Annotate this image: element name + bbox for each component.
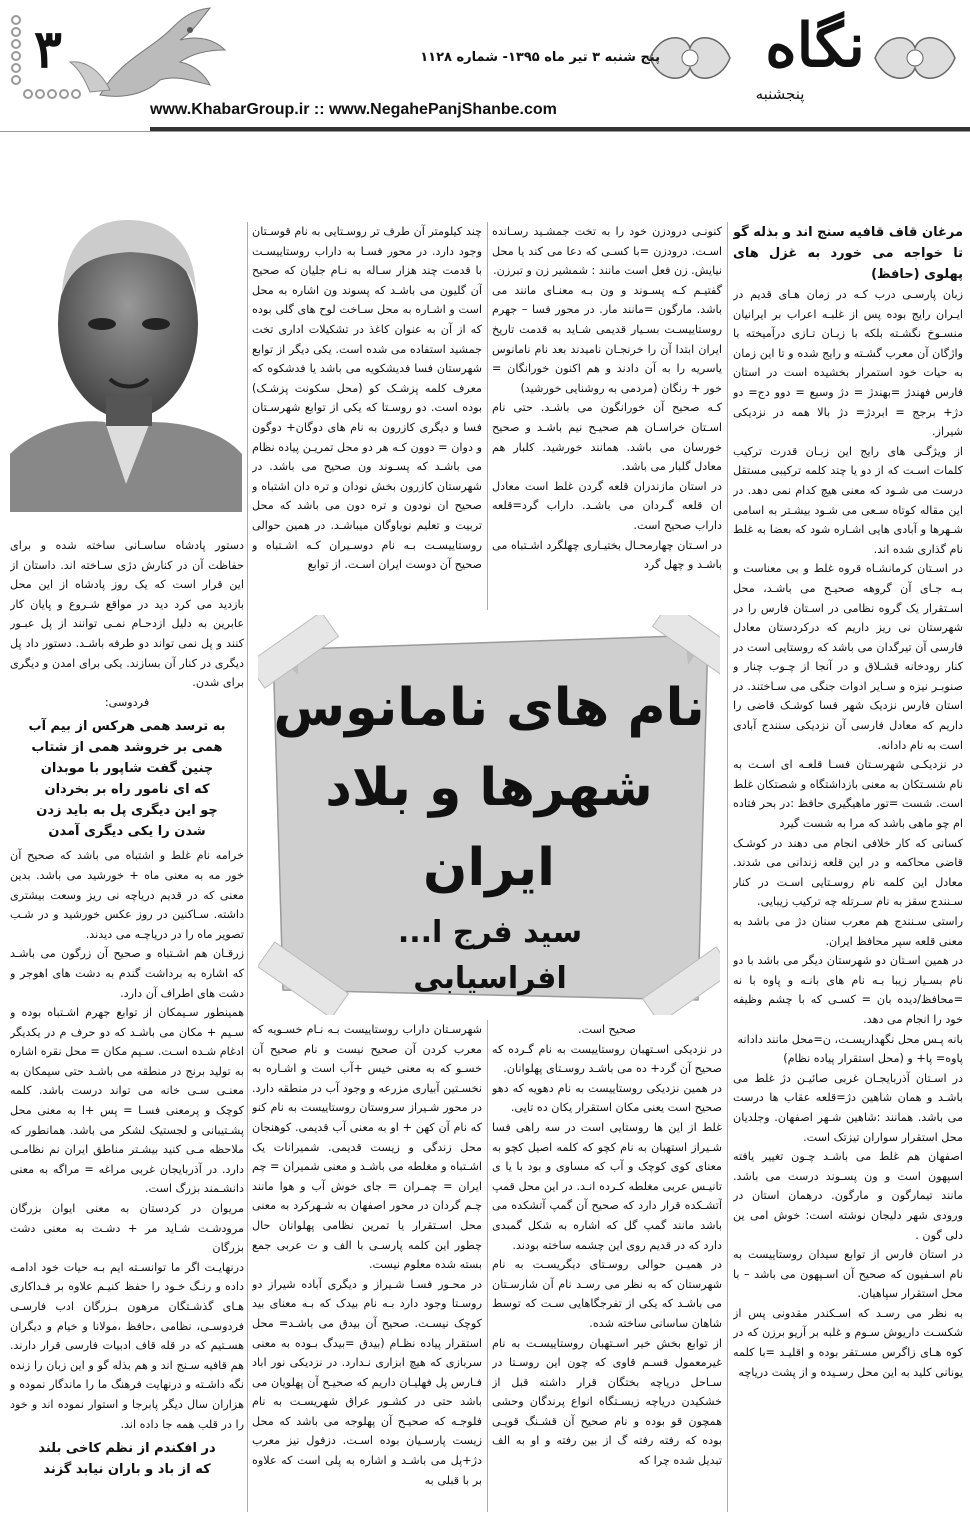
article-author: سید فرج ا... افراسیابی	[397, 915, 583, 996]
masthead	[0, 0, 970, 140]
column-heading: مرغان قاف قافیه سنج اند و بذله گو تا خواجه می خورد به غزل های پهلوی (حافظ)	[733, 225, 963, 282]
paragraph: غلط از این ها روستایی است در سه راهی فسا شـیراز استهبان به نام کچو که کلمه اصیل کچو به معنای کوی کوچک و آب که مساوی و بود با یا ی تانیـس عربی مغلطه کـرده انـد. در این محل قمپ آتشـکده قرار دارد که صحیح آن گمپ آتشکده می باشد مانند گمپ گل که اشاره به شکل گمبدی دارد که در قدیم روی این چشمه ساخته بودند.	[492, 1120, 722, 1252]
paragraph: پاوه= پا+ و (محل استقرار پیاده نظام)	[783, 1052, 963, 1066]
paragraph: کسانی که کار خلافی انجام می دهند در کوشـک قاضی محاکمه و در این قلعه زندانی می شدند. معادل این کلمه نام روسـتایی اسـت در کنار سـنندج سقز به نام سـرتله چه ترکیب زیبایی.	[733, 836, 963, 909]
poem-verse: در افکندم از نظم کاخی بلند	[38, 1441, 216, 1457]
issue-date: پنج شنبه ۳ تیر ماه ۱۳۹۵- شماره ۱۱۲۸	[420, 50, 660, 65]
article-title	[258, 668, 720, 908]
article-column-3-top	[252, 222, 482, 610]
website-links: www.KhabarGroup.ir :: www.NegahePanjShanbe.com	[150, 101, 557, 118]
ornament-icon	[870, 28, 965, 88]
paragraph: در محـور فسـا شـیراز و دیگری آباده شیراز دو روسـتا وجود دارد بـه نام بیدک که بـه معنای بید کوچک نیسـت. صحیح آن بیدق می باشـد= محل استقرار پیاده نظـام (بیدق =بیدگ بـوده به معنی سربازی که هیچ ابزاری نـدارد. در نزدیکی نور اباد فـارس پل فهلیـان داریم که صحیـح آن پهلویان می باشد حتی در کشـور عراق شهریسـت به نام فلوجـه که صحیـح آن پهلوجه می باشد که محل زیست پارسـیان بوده اسـت. دزفول نیز معرب دژ+پل می باشـد و اشاره به پلی است که علاوه بر با قبلی به	[252, 1277, 482, 1487]
page-number: ۳	[34, 19, 62, 80]
paragraph: اصفهان هم غلط می باشـد چـون تغییر یافته اسپهون است و ون پسـوند درست می باشد. مانند تیمارگون و مارگون. درهمان استان در ورودی شهر دلیجان نوشته است: خوش امی ین دلی گون .	[733, 1150, 963, 1242]
logo-subtitle: پنجشنبه	[755, 85, 805, 103]
paragraph: زبان پارسـی درب کـه در زمان هـای قدیم در ایـران رایج بوده پس از غلبـه اعراب بر ایرانیان منسـوخ نگشـته بلکه با زبـان تـازی درآمیخته با واژگان آن معرب گشـته و رایج شده و تا این زمان به حیات خود استمرار بخشیده است در استان فارس فهندژ =بهندژ = دژ وسیع = دوو دج= دو دژ+ برجج = ابردژ= دژ بالا همه در نزدیکی شیراز.	[733, 288, 963, 439]
paragraph: مریوان در کردستان به معنی ایوان بزرگان مرودشـت شـاید مر + دشـت به معنی دشت بزرگان	[10, 1202, 244, 1255]
paragraph: خرامه نام غلط و اشتباه می باشد که صحیح آن خور مه به معنی ماه + خورشید می باشد. بدین معنی که در قدیم دریاچه نی ریز وسعت بیشتری داشته. سـاکنین در روز عکس خورشید و در شـب تصویر ماه را در دریاچـه می دیدند.	[10, 849, 244, 941]
title-line: نام های نامانوس	[273, 678, 705, 738]
poem-verse: به ترسد همی هرکس از بیم آب	[28, 719, 226, 735]
column-divider	[247, 222, 248, 1512]
paragraph: چند کیلومتر آن طرف تر روسـتایی به نام قوسـتان وجود دارد. در محور فسـا به داراب روستاییسـت با قدمت چند هزار سـاله به نـام جلیان که صحیح آن گلیون می باشـد که پسوند ون اشاره به محل است و اشـاره به محل سـاخت لوح های گلی بوده که از آن به عنوان کاغذ در تشکیلات اداری تخت جمشید استفاده می شده است. یکی دیگر از توابع شهرستان فسا فدیشکویه می باشد یا فدشکوه که معرف کلمه پزشـک کو (محل سکونت پزشـک) بوده است. دو روسـتا که یکی از توابع شهرسـتان فسا و دیگری کازرون به نام های دوگان+ دوگون و دوان = دوون کـه هر دو محل تمریـن پیاده نظام می باشـد که پسـوند ون صحیح می باشد. در شهرستان کازرون بخش نودان و تره دان اشتباه و صحیح ان نودون و تره دون می باشد که محل تربیت و تعلیم نوباوگان میباشـد. در همین حوالی روستاییسـت بـه نام دوسـیران کـه اشـتباه و صحیح آن دوست ایران اسـت. از توابع	[252, 225, 482, 572]
author-photo	[10, 184, 242, 512]
paragraph: در اسـتان کرمانشـاه قروه غلط و بی معناست و بـه جـای آن گروهه صحیـح می باشـد، محل اسـتقرار یک گروه نظامی در اسـتان فارس را در شهرستان نی ریز داریم که درکردستان معادل فارسی آن تیرگدان می باشد که روستایی است در کنار رودخانه قشـلاق و در آنجا از چـوب چنار و صنوبـر نیزه و سـایر ادوات جنگی می سـاختند. در استان فارس نزدیک شهر فسا کوشـک قاضی را داریم که معادل فارسی آن نزدیکی سنندج آبادی است به نام دادانه.	[733, 562, 963, 752]
paragraph: زرقـان هم اشـتباه و صحیح آن زرگون می باشـد که اشاره به برداشت گندم به دشت های اهوجر و دشت های اطراف آن دارد.	[10, 947, 244, 1000]
poem-verse: چنین گفت شاپور با موبدان	[40, 761, 214, 777]
paragraph: درنهایـت اگر ما توانسـته ایم بـه حیات خود ادامـه داده و رنـگ خـود را حفظ کنیـم علاوه بر فـداکاری هـای گذشـتگان مرهون بـزرگان ادب فارسـی فردوسـی، نظامی ،حافظ ،مولانا و خیام و دیگران هسـتیم که در قله قاف ادبیات فارسی قرار دارند. هم قافیه سـنج اند و هم بذله گو و این زبان را زنده نگه داشـته و درنهایت فرهنگ ما را ماندگار نموده و هزاران سال دیگر پابرجا و استوار نموده اند و خود را در قلب همه جا داده اند.	[10, 1260, 244, 1431]
paragraph: در استان فارس از توابع سیدان روستاییست به نام اسـفیون که صحیح آن اسـپهون می باشد – با محل استقرار سپاهیان.	[733, 1248, 963, 1301]
paragraph: به نظر می رسـد که اسـکندر مقدونی پس از شکسـت داریوش سـوم و غلبه بر آریو برزن که در کوه هـای زاگرس مسـتقر بوده و اقلیـد =با کلمه یونانی کلید به این محل رسـیده و از پشت دریاچه	[733, 1306, 963, 1379]
poem-verse: که ای نامور راه بر بخردان	[44, 782, 210, 798]
poem-verse: شدن را یکی دیگری آمدن	[48, 824, 206, 840]
paragraph: دستور پادشاه ساسـانی ساخته شده و برای حفاظت آن در کنارش دژی سـاخته اند. داستان از این قرار است که یک روز پادشاه از این محل بازدید می کرد دید در مواقع شـروع و پایان کار عابرین به دلیل ازدحـام نمـی توانند از پل عبـور کنند و پل نمی تواند دو طرفه باشـد. دستور داد پل دیگری در کنار آن بسازند. یکی برای امدن و دیگری برای شدن.	[10, 539, 244, 690]
article-column-3-bottom	[252, 1020, 482, 1512]
header-rule-thin	[0, 131, 970, 132]
paragraph: در اسـتان چهارمحـال بختیـاری چهلگرد اشـتباه می باشـد و چهل گرد	[492, 538, 722, 572]
paragraph: بانه پـس محل نگهداریسـت، ن=محل مانند دادانه	[737, 1032, 963, 1046]
article-column-4	[10, 536, 244, 1516]
article-column-2-bottom	[492, 1020, 722, 1512]
poem-verse: که از باد و باران نیابد گزند	[43, 1462, 211, 1478]
poem-verse: همی بر خروشد همی از شتاب	[31, 740, 223, 756]
paragraph: در نزدیکـی شهرسـتان فسـا قلعـه ای اسـت به نام شسـتکان به معنی بازداشتگاه و شصتکان غلط است. شست =تور ماهیگیری حافظ :در بحر فتاده ام چو ماهی باشد که مرا به شست گیرد	[733, 758, 963, 831]
column-divider	[727, 222, 728, 1512]
paragraph: صحیح است.	[578, 1023, 636, 1036]
paragraph: گفتیـم کـه پسـوند و ون بـه معنـای مانند می باشد. مارگون =مانند مار. در محور فسا – جهرم روستاییسـت بسـیار قدیمی شـاید به قدمت تاریخ ایران ابتدا آن را خرنجـان نامیدند بعد نام نامانوس یاسریه را به آن دادند و هم اکنون خورانگان = خور + رنگان (مردمی به روشنایی خورشید)	[492, 283, 722, 395]
title-line: ایران	[423, 838, 555, 898]
title-line: شهرها و بلاد	[325, 758, 653, 818]
column-divider	[487, 1020, 488, 1512]
paragraph: در اسـتان آذربایجـان غربی صائیـن دژ غلط می باشـد و همان شاهین دژ=قلعه عقاب ها درست می باشد. همانند :شاهین شـهر اصفهان. وجلدیان محل استقرار سواران تیزتک است.	[733, 1071, 963, 1144]
article-column-2-top	[492, 222, 722, 610]
column-divider	[487, 222, 488, 610]
paragraph: در همین اسـتان دو شهرستان دیگر می باشد با دو نام بسـیار زیبا بـه نام های بانـه و پاوه با نه =محافظ/دیده بان = کسـی که با چشم وظیفه خود را انجام می دهد.	[733, 954, 963, 1026]
paragraph: در نزدیکی اسـتهبان روستاییست به نام گـرده که صحیح آن گرد+ ده می باشـد روسـتای پهلوانان.	[492, 1042, 722, 1076]
poem-verse: چو این دیگری پل به باید زدن	[36, 803, 218, 819]
paragraph: شهرسـتان داراب روستاییست بـه نـام خسـویه که معرب کردن آن صحیح نیست و نام صحیح آن خسـو که به معنی خیس +آب است و اشـاره به نخسـتین آبیاری مزرعه و وجود آب در منطقه دارد. در محور شـیراز سروستان روستاییست به نام کنو که نام آن کهن + او به معنی آب قدیمی. کوهنجان محل زندگی و زیست قدیمی. شمیرانات یک اشـتباه و مغلطه می باشـد و معنی شمیران = چم ایران = چمـران = جای خوش آب و هوا مانند چـم گردان در محور اصفهان به شـهرکرد به معنی محل اسـتقرار یا تمرین نظامی پهلوانان حال چطور این کلمه پارسـی با الف و ت عربی جمع بسته شده معلوم نیست.	[252, 1023, 482, 1272]
paragraph: در استان مازندران قلعه گردن غلط است معادل ان قلعه گـردان می باشـد. داراب گرد=قلعه داراب صحیح است.	[492, 479, 722, 532]
poet-label: فردوسی:	[104, 695, 150, 709]
paragraph: کـه صحیح آن خورانگون می باشـد. حتی نام اسـتان خراسـان هم صحیـح نیم باشـد و صحیح خورسان می باشد. همانند خورشید. کلبار هم معادل گلبار می باشد.	[492, 401, 722, 474]
logo-title: نگاه	[765, 11, 865, 81]
poem-block	[10, 716, 244, 842]
poem-block	[10, 1438, 244, 1480]
article-column-1	[733, 222, 963, 1512]
paragraph: از توابع بخش خیر اسـتهبان روستاییسـت به نام غیرمعمول قسـم قاوی که چون این روسـتا در سـاحل دریاچه بختگان قرار داشته قبل از خشکیدن دریاچه زیسـتگاه انواع پرندگان وحشی همچون قو بوده و نام صحیح آن قشـنگ قویـی بوده که رفته رفته گ از بین رفته و او به الف تبدیل شده چرا که	[492, 1336, 722, 1468]
paragraph: همینطور سـیمکان از توابع جهرم اشـتباه بوده و سـیم + مکان می باشـد که دو حرف م در یکدیگر ادغام شـده اسـت. سـیم مکان = محل نقره اشاره به تولید برنج در منطقه می باشـد حتی سیمکان به معنـی سـی خانه می تواند درست باشد. کلمه کوچک و پرمعنی فسـا = پس +ا به معنی محل پشـتیبانی و لجستیک لشکر می باشد. همانطور که ملاحظه مـی کنید بیشـتر مناطق ایران نم نظامـی دارد. در آذربایجان غربی مراغه = مراگه به معنی دانشـمند بزرگ است.	[10, 1006, 244, 1196]
paragraph: در همین نزدیکی روستاییست به نام دهویه که دهو صحیح است یعنی مکان استقرار یکان ده تایی.	[492, 1081, 722, 1115]
paragraph: در همیـن حوالی روسـتای دیگریسـت به نام شهرستان که به نظر می رسـد نام آن شارسـتان می باشـد که یکی از تفرجگاهایی سـت که توسط شاهان ساسانی ساخته شده.	[492, 1258, 722, 1330]
paragraph: کنونـی درودزن خود را به تخت جمشـید رسـانده اسـت. درودزن =با کسـی که دعا می کند یا محل نیایش. زن فعل است مانند : شمشیر زن و تبرزن.	[492, 225, 722, 278]
paragraph: از ویژگـی های رایج این زبـان قدرت ترکیب کلمات اسـت که از دو یا چند کلمه ترکیبی مستقل درست می شـود که معنی هیچ کدام نمی دهد. در این مقاله کوتاه سـعی می شـود بیشـتر به اسامی شـهرها و آبادی هایی اشـاره شود که بعضا به غلط نام گذاری شده اند.	[733, 444, 963, 556]
paragraph: راستی سـنندج هم معرب سنان دژ می باشد به معنی قلعه سپر محافظ ایران.	[733, 915, 963, 948]
